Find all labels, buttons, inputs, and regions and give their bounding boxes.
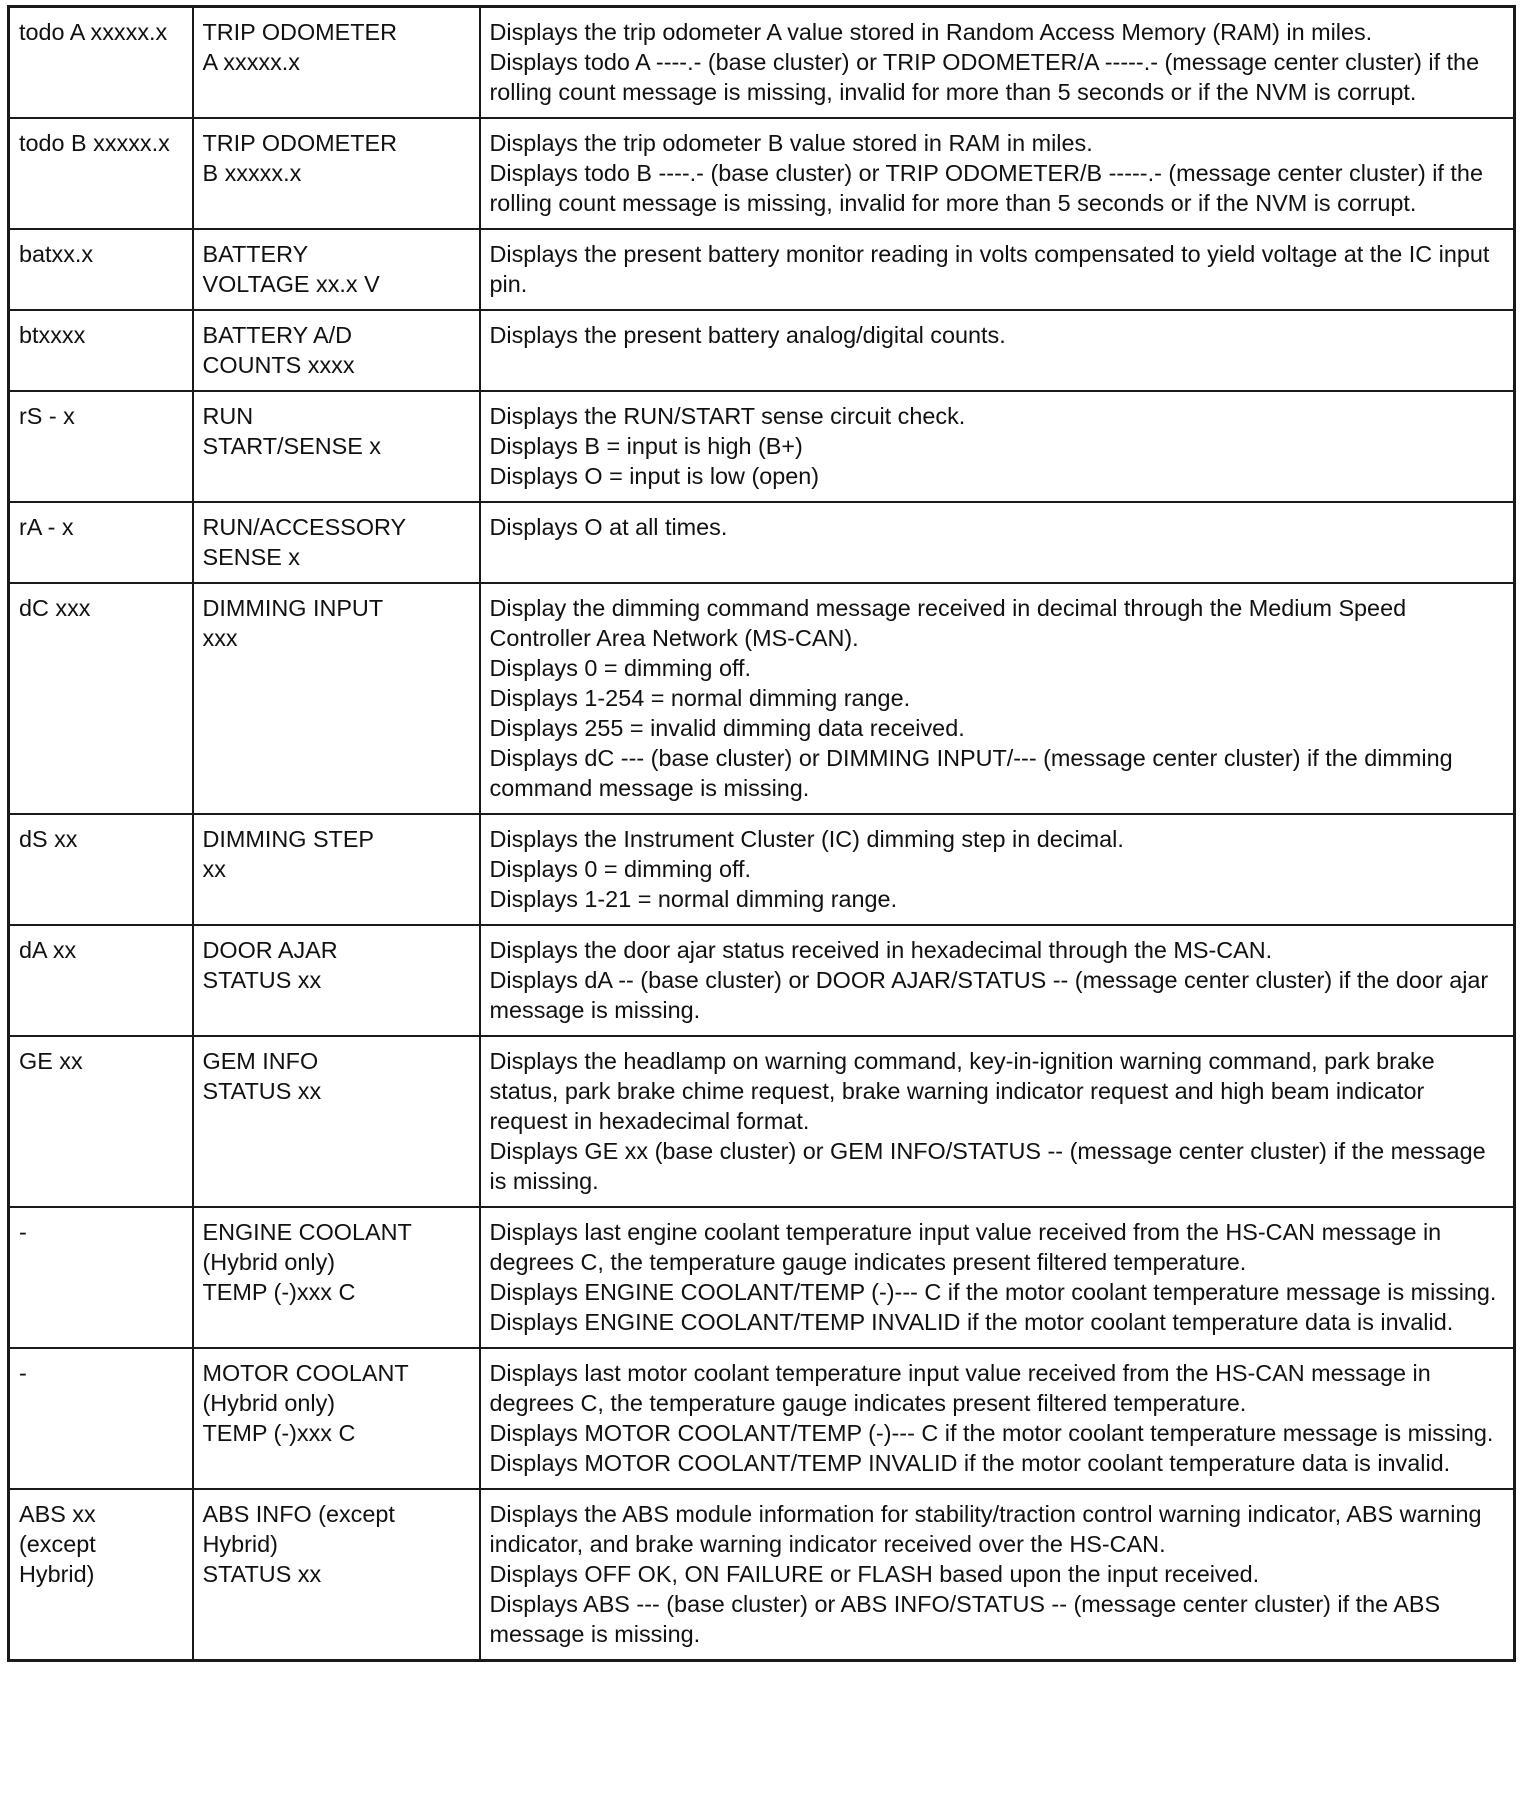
description-cell [480, 1207, 1515, 1348]
display-code-text: rS - x [19, 403, 75, 429]
message-center-cell [193, 1489, 480, 1661]
description-text: Displays the ABS module information for stability/traction control warning indicator, ABS warning indicator, and brake warning indicator received over the HS-CAN. [489, 1501, 1488, 1557]
description-text: Displays O at all times. [489, 514, 728, 540]
description-cell [480, 1489, 1515, 1661]
display-code-cell [9, 1036, 193, 1207]
message-center-text: DOOR AJAR [202, 937, 338, 963]
description-text: Display the dimming command message received in decimal through the Medium Speed Controller Area Network (MS-CAN). [489, 595, 1413, 651]
description-cell [480, 502, 1515, 583]
display-code-cell [9, 7, 193, 119]
message-center-cell [193, 7, 480, 119]
description-text: Displays 0 = dimming off. [489, 655, 752, 681]
message-center-text: xx [202, 856, 226, 882]
description-text: Displays OFF OK, ON FAILURE or FLASH based upon the input received. [489, 1561, 1260, 1587]
message-center-cell [193, 229, 480, 310]
message-center-text: ABS INFO (except [202, 1501, 395, 1527]
description-text: Displays MOTOR COOLANT/TEMP (-)--- C if the motor coolant temperature message is missing. [489, 1420, 1494, 1446]
message-center-text: MOTOR COOLANT [202, 1360, 409, 1386]
description-text: Displays 1-21 = normal dimming range. [489, 886, 898, 912]
display-code-text: ABS xx [19, 1501, 96, 1527]
display-code-cell [9, 1489, 193, 1661]
message-center-text: RUN/ACCESSORY [202, 514, 407, 540]
description-text: Displays dC --- (base cluster) or DIMMING INPUT/--- (message center cluster) if the dimming command message is missing. [489, 745, 1460, 801]
description-cell [480, 118, 1515, 229]
message-center-cell [193, 814, 480, 925]
table-row [9, 1348, 1515, 1489]
display-code-text: dS xx [19, 826, 78, 852]
display-code-text: dC xxx [19, 595, 91, 621]
message-center-text: STATUS xx [202, 967, 322, 993]
description-cell [480, 583, 1515, 814]
description-text: Displays the headlamp on warning command, key-in-ignition warning command, park brake status, park brake chime request, brake warning indicator request and high beam indicator request in hexadecimal format. [489, 1048, 1442, 1134]
display-code-text: todo A xxxxx.x [19, 19, 168, 45]
description-cell [480, 1348, 1515, 1489]
description-cell [480, 391, 1515, 502]
message-center-text: A xxxxx.x [202, 49, 300, 75]
description-text: Displays 1-254 = normal dimming range. [489, 685, 911, 711]
description-text: Displays 0 = dimming off. [489, 856, 752, 882]
description-text: Displays dA -- (base cluster) or DOOR AJAR/STATUS -- (message center cluster) if the door ajar message is missing. [489, 967, 1495, 1023]
description-text: Displays ENGINE COOLANT/TEMP INVALID if the motor coolant temperature data is invalid. [489, 1309, 1454, 1335]
description-text: Displays todo A ----.- (base cluster) or TRIP ODOMETER/A -----.- (message center cluster) if the rolling count message is missing, invalid for more than 5 seconds or if the NVM is corrupt. [489, 49, 1486, 105]
table-row [9, 229, 1515, 310]
description-text: Displays the trip odometer B value stored in RAM in miles. [489, 130, 1093, 156]
message-center-text: TRIP ODOMETER [202, 130, 398, 156]
message-center-text: GEM INFO [202, 1048, 319, 1074]
display-code-text: todo B xxxxx.x [19, 130, 170, 156]
table-row [9, 925, 1515, 1036]
description-cell [480, 925, 1515, 1036]
message-center-cell [193, 391, 480, 502]
message-center-cell [193, 1348, 480, 1489]
message-center-text: BATTERY [202, 241, 309, 267]
display-code-text: GE xx [19, 1048, 83, 1074]
display-code-cell [9, 118, 193, 229]
message-center-text: STATUS xx [202, 1078, 322, 1104]
description-text: Displays GE xx (base cluster) or GEM INFO/STATUS -- (message center cluster) if the message is missing. [489, 1138, 1493, 1194]
display-code-text: btxxxx [19, 322, 86, 348]
description-text: Displays MOTOR COOLANT/TEMP INVALID if the motor coolant temperature data is invalid. [489, 1450, 1451, 1476]
display-code-cell [9, 1207, 193, 1348]
description-text: Displays O = input is low (open) [489, 463, 820, 489]
display-code-cell [9, 583, 193, 814]
description-cell [480, 7, 1515, 119]
message-center-text: START/SENSE x [202, 433, 382, 459]
message-center-cell [193, 502, 480, 583]
table-row [9, 7, 1515, 119]
message-center-cell [193, 118, 480, 229]
display-code-cell [9, 310, 193, 391]
table-row [9, 118, 1515, 229]
display-code-cell [9, 1348, 193, 1489]
message-center-cell [193, 1207, 480, 1348]
display-code-text: dA xx [19, 937, 77, 963]
table-row [9, 391, 1515, 502]
description-text: Displays the present battery analog/digital counts. [489, 322, 1006, 348]
message-center-text: RUN [202, 403, 254, 429]
message-center-text: (Hybrid only) [202, 1390, 336, 1416]
message-center-text: xxx [202, 625, 238, 651]
message-center-cell [193, 925, 480, 1036]
document-page [7, 5, 1513, 1662]
description-cell [480, 229, 1515, 310]
description-text: Displays 255 = invalid dimming data received. [489, 715, 965, 741]
message-center-text: STATUS xx [202, 1561, 322, 1587]
display-code-text: - [19, 1219, 27, 1245]
display-code-cell [9, 229, 193, 310]
message-center-cell [193, 310, 480, 391]
message-center-text: TRIP ODOMETER [202, 19, 398, 45]
display-code-cell [9, 814, 193, 925]
description-cell [480, 310, 1515, 391]
message-center-text: (Hybrid only) [202, 1249, 336, 1275]
message-center-cell [193, 583, 480, 814]
display-code-text: Hybrid) [19, 1561, 95, 1587]
display-code-cell [9, 502, 193, 583]
description-text: Displays B = input is high (B+) [489, 433, 803, 459]
description-text: Displays ENGINE COOLANT/TEMP (-)--- C if the motor coolant temperature message is missing. [489, 1279, 1497, 1305]
message-center-text: DIMMING STEP [202, 826, 375, 852]
table-row [9, 310, 1515, 391]
description-text: Displays the Instrument Cluster (IC) dimming step in decimal. [489, 826, 1124, 852]
description-text: Displays the RUN/START sense circuit check. [489, 403, 966, 429]
message-center-text: B xxxxx.x [202, 160, 302, 186]
message-center-text: TEMP (-)xxx C [202, 1420, 356, 1446]
table-row [9, 1489, 1515, 1661]
description-text: Displays ABS --- (base cluster) or ABS INFO/STATUS -- (message center cluster) if the ABS message is missing. [489, 1591, 1447, 1647]
table-row [9, 502, 1515, 583]
description-cell [480, 1036, 1515, 1207]
display-code-text: rA - x [19, 514, 74, 540]
message-center-text: SENSE x [202, 544, 300, 570]
description-cell [480, 814, 1515, 925]
message-center-cell [193, 1036, 480, 1207]
display-code-text: batxx.x [19, 241, 94, 267]
message-center-text: BATTERY A/D [202, 322, 352, 348]
diagnostic-display-table [7, 5, 1516, 1662]
display-code-text: - [19, 1360, 27, 1386]
display-code-text: (except [19, 1531, 96, 1557]
table-row [9, 814, 1515, 925]
table-body [9, 7, 1515, 1661]
message-center-text: COUNTS xxxx [202, 352, 355, 378]
message-center-text: Hybrid) [202, 1531, 278, 1557]
description-text: Displays the door ajar status received in hexadecimal through the MS-CAN. [489, 937, 1273, 963]
table-row [9, 1207, 1515, 1348]
table-row [9, 1036, 1515, 1207]
description-text: Displays the present battery monitor reading in volts compensated to yield voltage at the IC input pin. [489, 241, 1496, 297]
description-text: Displays last engine coolant temperature input value received from the HS-CAN message in degrees C, the temperature gauge indicates present filtered temperature. [489, 1219, 1448, 1275]
table-row [9, 583, 1515, 814]
message-center-text: DIMMING INPUT [202, 595, 384, 621]
description-text: Displays last motor coolant temperature input value received from the HS-CAN message in degrees C, the temperature gauge indicates present filtered temperature. [489, 1360, 1438, 1416]
display-code-cell [9, 391, 193, 502]
message-center-text: TEMP (-)xxx C [202, 1279, 356, 1305]
description-text: Displays the trip odometer A value stored in Random Access Memory (RAM) in miles. [489, 19, 1373, 45]
message-center-text: ENGINE COOLANT [202, 1219, 412, 1245]
display-code-cell [9, 925, 193, 1036]
description-text: Displays todo B ----.- (base cluster) or TRIP ODOMETER/B -----.- (message center cluster) if the rolling count message is missing, invalid for more than 5 seconds or if the NVM is corrupt. [489, 160, 1490, 216]
message-center-text: VOLTAGE xx.x V [202, 271, 380, 297]
